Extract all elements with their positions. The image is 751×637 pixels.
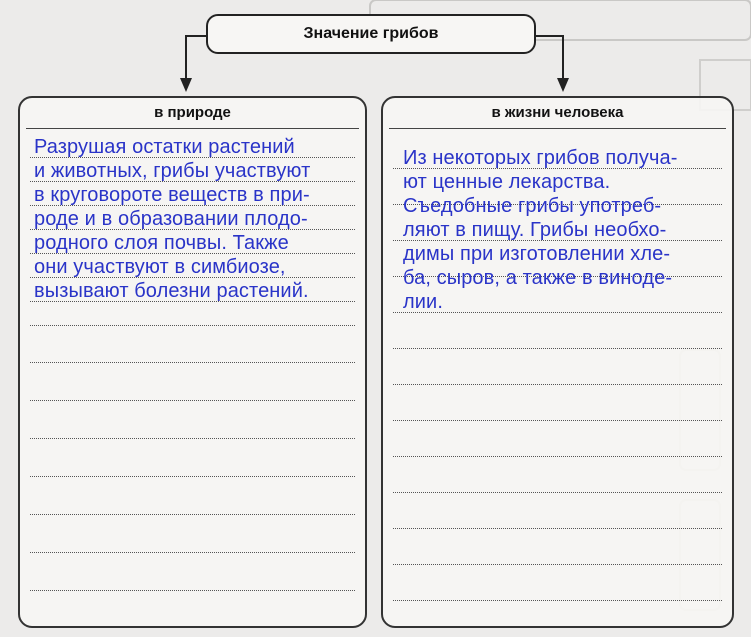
header-divider [26, 128, 359, 129]
diagram-title-box [206, 14, 536, 54]
column-header-nature: в природе [154, 104, 231, 121]
diagram-title: Значение грибов [303, 25, 439, 42]
handwritten-answer-human-life[interactable]: Из некоторых грибов получа- ют ценные лекарства. Съедобные грибы употреб- ляют в пищу. Грибы необхо- димы при изготовлении хле- ба, сыров, а также в виноде- лии. [403, 147, 678, 313]
handwritten-answer-nature[interactable]: Разрушая остатки растений и животных, грибы участвуют в круговороте веществ в при- роде и в образовании плодо- родного слоя почвы. Также они участвуют в симбиозе, вызывают болезни растений. [34, 136, 311, 302]
column-nature [18, 96, 367, 628]
column-header-human-life: в жизни человека [491, 104, 624, 121]
column-human-life [381, 96, 734, 628]
header-divider [389, 128, 726, 129]
